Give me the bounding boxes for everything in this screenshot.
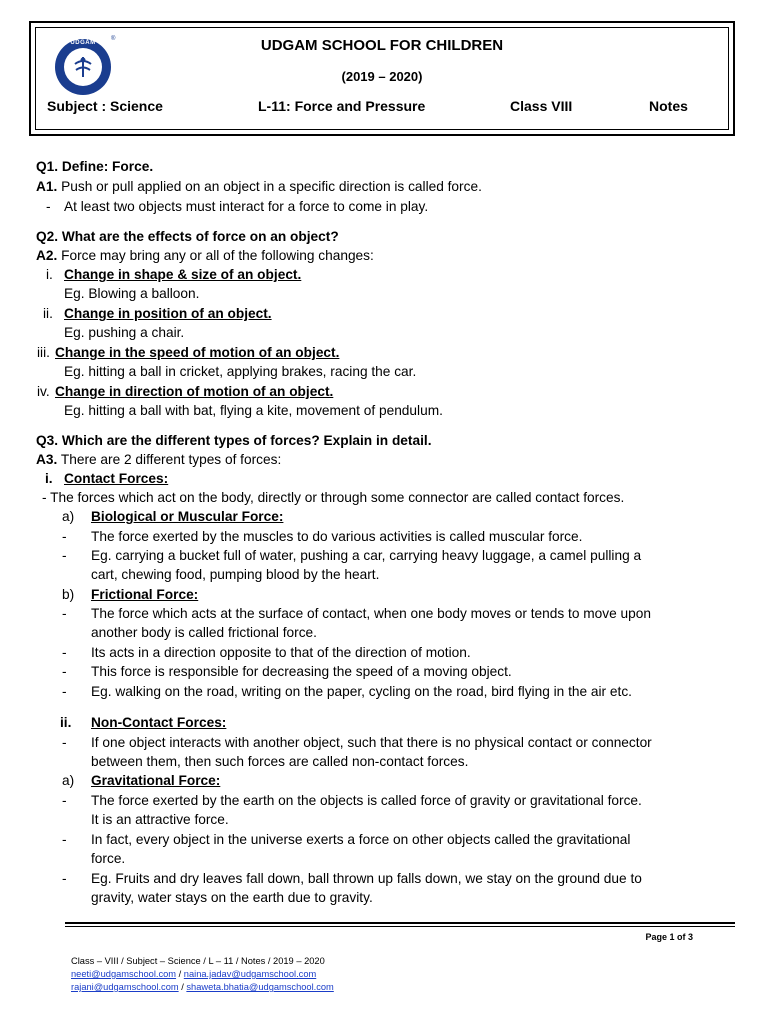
- effect-num: iv.: [37, 384, 50, 399]
- answer-3-label: A3.: [36, 452, 58, 467]
- question-3: Q3. Which are the different types of forces? Explain in detail.: [36, 433, 432, 448]
- muscular-force-text: The force exerted by the muscles to do various activities is called muscular force.: [91, 529, 583, 544]
- answer-2-text: Force may bring any or all of the following changes:: [57, 248, 374, 263]
- dash-marker: -: [62, 529, 67, 544]
- subtype-label: a): [62, 509, 75, 524]
- session-year: (2019 – 2020): [341, 69, 423, 84]
- subject-label: Subject : Science: [47, 98, 163, 114]
- frictional-force-heading: Frictional Force:: [91, 587, 199, 602]
- noncontact-forces-text-cont: between them, then such forces are called non-contact forces.: [91, 754, 469, 769]
- answer-3: [36, 450, 281, 470]
- gravitational-force-text-cont: It is an attractive force.: [91, 812, 229, 827]
- gravitational-force-universal: In fact, every object in the universe exerts a force on other objects called the gravitational: [91, 832, 631, 847]
- question-2: Q2. What are the effects of force on an object?: [36, 229, 339, 244]
- doc-type-label: Notes: [649, 98, 688, 114]
- footer-divider: [65, 922, 735, 924]
- dash-marker: -: [62, 871, 67, 886]
- dash-marker: -: [62, 645, 67, 660]
- page-number: Page 1 of 3: [645, 932, 693, 942]
- subtype-label: b): [62, 587, 75, 602]
- footer-emails-row-2: [71, 981, 334, 993]
- gravitational-force-text: The force exerted by the earth on the objects is called force of gravity or gravitational force.: [91, 793, 642, 808]
- school-name: UDGAM SCHOOL FOR CHILDREN: [260, 37, 504, 54]
- force-type-num: ii.: [60, 715, 72, 730]
- effect-example: Eg. hitting a ball with bat, flying a kite, movement of pendulum.: [64, 403, 443, 418]
- dash-marker: -: [62, 684, 67, 699]
- answer-1: [36, 177, 482, 197]
- gravitational-force-example-cont: gravity, water stays on the earth due to gravity.: [91, 890, 373, 905]
- muscular-force-example: Eg. carrying a bucket full of water, pushing a car, carrying heavy luggage, a camel pulling a: [91, 548, 642, 563]
- effect-title: Change in shape & size of an object.: [64, 267, 302, 282]
- footer-emails-row-1: [71, 968, 316, 980]
- noncontact-forces-text: If one object interacts with another object, such that there is no physical contact or connector: [91, 735, 652, 750]
- dash-marker: -: [62, 793, 67, 808]
- force-type-num: i.: [45, 471, 53, 486]
- email-link[interactable]: naina.jadav@udgamschool.com: [183, 969, 317, 979]
- noncontact-forces-heading: Non-Contact Forces:: [91, 715, 227, 730]
- effect-num: ii.: [43, 306, 53, 321]
- effect-num: i.: [46, 267, 53, 282]
- email-link[interactable]: shaweta.bhatia@udgamschool.com: [186, 982, 334, 992]
- email-separator: /: [176, 969, 184, 979]
- logo-text: UDGAM: [70, 40, 96, 46]
- dash-marker: -: [62, 664, 67, 679]
- effect-example: Eg. pushing a chair.: [64, 325, 185, 340]
- answer-1-note: At least two objects must interact for a force to come in play.: [64, 199, 429, 214]
- muscular-force-example-cont: cart, chewing food, pumping blood by the heart.: [91, 567, 380, 582]
- dash-marker: -: [62, 832, 67, 847]
- dash-marker: -: [46, 199, 51, 214]
- answer-1-text: Push or pull applied on an object in a specific direction is called force.: [57, 179, 482, 194]
- effect-num: iii.: [37, 345, 50, 360]
- muscular-force-heading: Biological or Muscular Force:: [91, 509, 284, 524]
- logo-registered-mark: ®: [111, 36, 116, 42]
- answer-2: [36, 246, 374, 266]
- contact-forces-heading: Contact Forces:: [64, 471, 169, 486]
- frictional-force-text-cont: another body is called frictional force.: [91, 625, 317, 640]
- email-link[interactable]: neeti@udgamschool.com: [71, 969, 177, 979]
- gravitational-force-universal-cont: force.: [91, 851, 126, 866]
- dash-marker: -: [62, 735, 67, 750]
- class-label: Class VIII: [510, 98, 573, 114]
- effect-title: Change in direction of motion of an object.: [55, 384, 334, 399]
- document-header: [29, 21, 735, 136]
- frictional-force-example: Eg. walking on the road, writing on the paper, cycling on the road, bird flying in the air etc.: [91, 684, 632, 699]
- effect-example: Eg. Blowing a balloon.: [64, 286, 200, 301]
- email-separator: /: [178, 982, 187, 992]
- gravitational-force-example: Eg. Fruits and dry leaves fall down, ball thrown up falls down, we stay on the ground due to: [91, 871, 642, 886]
- footer-divider-thin: [65, 926, 735, 927]
- email-link[interactable]: rajani@udgamschool.com: [71, 982, 179, 992]
- logo-emblem-icon: [64, 48, 102, 86]
- frictional-force-effect: This force is responsible for decreasing the speed of a moving object.: [91, 664, 512, 679]
- answer-1-label: A1.: [36, 179, 58, 194]
- gravitational-force-heading: Gravitational Force:: [91, 773, 221, 788]
- frictional-force-direction: Its acts in a direction opposite to that of the direction of motion.: [91, 645, 471, 660]
- effect-example: Eg. hitting a ball in cricket, applying brakes, racing the car.: [64, 364, 417, 379]
- answer-2-label: A2.: [36, 248, 58, 263]
- answer-3-text: There are 2 different types of forces:: [57, 452, 282, 467]
- footer-meta: Class – VIII / Subject – Science / L – 11 / Notes / 2019 – 2020: [71, 956, 325, 966]
- question-1: Q1. Define: Force.: [36, 159, 154, 174]
- effect-title: Change in the speed of motion of an object.: [55, 345, 340, 360]
- dash-marker: -: [62, 606, 67, 621]
- frictional-force-text: The force which acts at the surface of contact, when one body moves or tends to move upon: [91, 606, 651, 621]
- school-logo: [55, 36, 116, 95]
- lesson-title: L-11: Force and Pressure: [258, 98, 426, 114]
- subtype-label: a): [62, 773, 75, 788]
- contact-forces-desc: - The forces which act on the body, directly or through some connector are called contact forces.: [42, 490, 625, 505]
- effect-title: Change in position of an object.: [64, 306, 272, 321]
- dash-marker: -: [62, 548, 67, 563]
